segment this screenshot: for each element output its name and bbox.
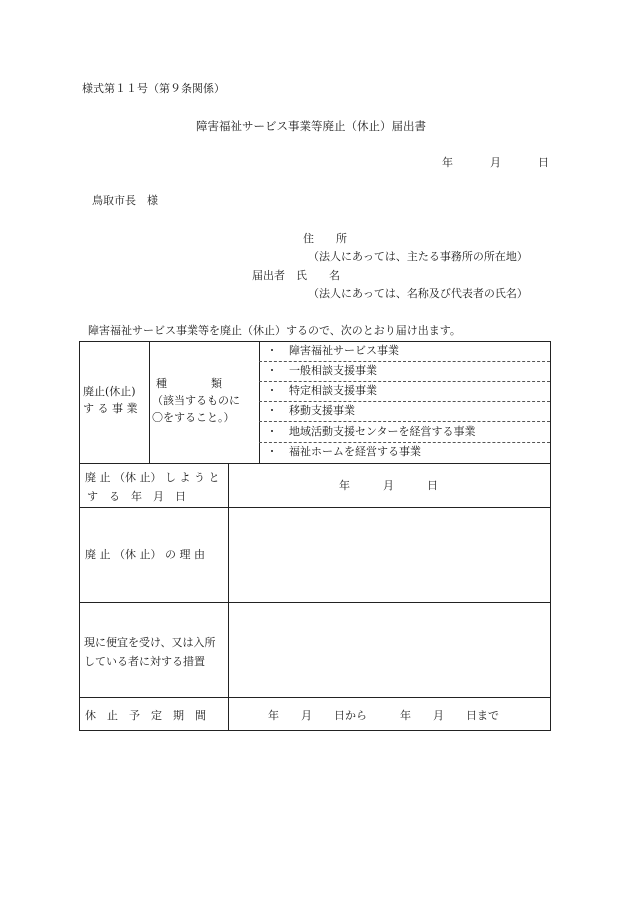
intro-text: 障害福祉サービス事業等を廃止（休止）するので、次のとおり届け出ます。 <box>88 324 461 337</box>
table-border-left <box>79 341 80 731</box>
bullet: ・ <box>266 425 278 438</box>
service-item <box>263 442 421 462</box>
service-item <box>263 422 476 442</box>
period-label: 休 止 予 定 期 間 <box>85 709 206 722</box>
measures-label-line-1: 現に便宜を受け、又は入所 <box>84 636 216 649</box>
service-item <box>263 401 355 421</box>
measures-label <box>84 633 216 672</box>
service-name: 移動支援事業 <box>289 404 355 417</box>
planned-date-label-line-2: す る 年 月 日 <box>87 490 186 504</box>
bullet: ・ <box>266 384 278 397</box>
business-label-line-1: 廃止(休止) <box>83 385 136 398</box>
divider-v2 <box>259 341 260 463</box>
submission-date <box>442 157 549 168</box>
name-note: （法人にあっては、名称及び代表者の氏名） <box>308 287 528 300</box>
divider-v1 <box>149 341 150 463</box>
bullet: ・ <box>266 364 278 377</box>
document-title: 障害福祉サービス事業等廃止（休止）届出書 <box>196 119 426 133</box>
notification-table <box>79 341 551 731</box>
table-border-bottom <box>79 730 551 731</box>
row-line-4 <box>79 697 551 698</box>
business-label <box>83 383 138 417</box>
addressee: 鳥取市長 様 <box>92 194 158 207</box>
date-year: 年 <box>442 156 453 169</box>
type-label-line-1: 種 類 <box>156 377 222 390</box>
planned-date-value: 年 月 日 <box>339 479 438 492</box>
date-day: 日 <box>538 156 549 169</box>
form-number: 様式第１１号（第９条関係） <box>82 82 225 95</box>
date-month: 月 <box>490 156 501 169</box>
measures-label-line-2: している者に対する措置 <box>84 655 205 669</box>
type-label <box>152 375 240 426</box>
service-name: 福祉ホームを経営する事業 <box>289 445 421 458</box>
service-name: 障害福祉サービス事業 <box>289 344 399 357</box>
business-label-line-2: す る 事 業 <box>83 402 138 416</box>
service-name: 特定相談支援事業 <box>289 384 377 397</box>
table-border-right <box>550 341 551 731</box>
period-value: 年 月 日から 年 月 日まで <box>268 709 499 722</box>
reason-label: 廃 止 （休 止） の 理 由 <box>85 548 205 561</box>
bullet: ・ <box>266 445 278 458</box>
planned-date-label-line-1: 廃 止 （休 止） し よ う と <box>85 471 220 484</box>
divider-v3 <box>228 463 229 731</box>
service-item <box>263 381 377 401</box>
row-line-3 <box>79 602 551 603</box>
address-note: （法人にあっては、主たる事務所の所在地） <box>308 250 528 263</box>
service-name: 一般相談支援事業 <box>289 364 377 377</box>
type-label-line-3: 〇をすること。） <box>152 411 235 425</box>
service-name: 地域活動支援センターを経営する事業 <box>289 425 476 438</box>
submitter-name-label: 届出者 氏 名 <box>252 269 340 282</box>
service-item <box>263 341 399 361</box>
bullet: ・ <box>266 404 278 417</box>
address-label: 住 所 <box>303 232 347 245</box>
planned-date-label <box>85 468 219 507</box>
row-line-2 <box>79 507 551 508</box>
service-item <box>263 361 377 381</box>
row-line-1 <box>79 463 551 464</box>
bullet: ・ <box>266 344 278 357</box>
type-label-line-2: （該当するものに <box>152 394 240 408</box>
